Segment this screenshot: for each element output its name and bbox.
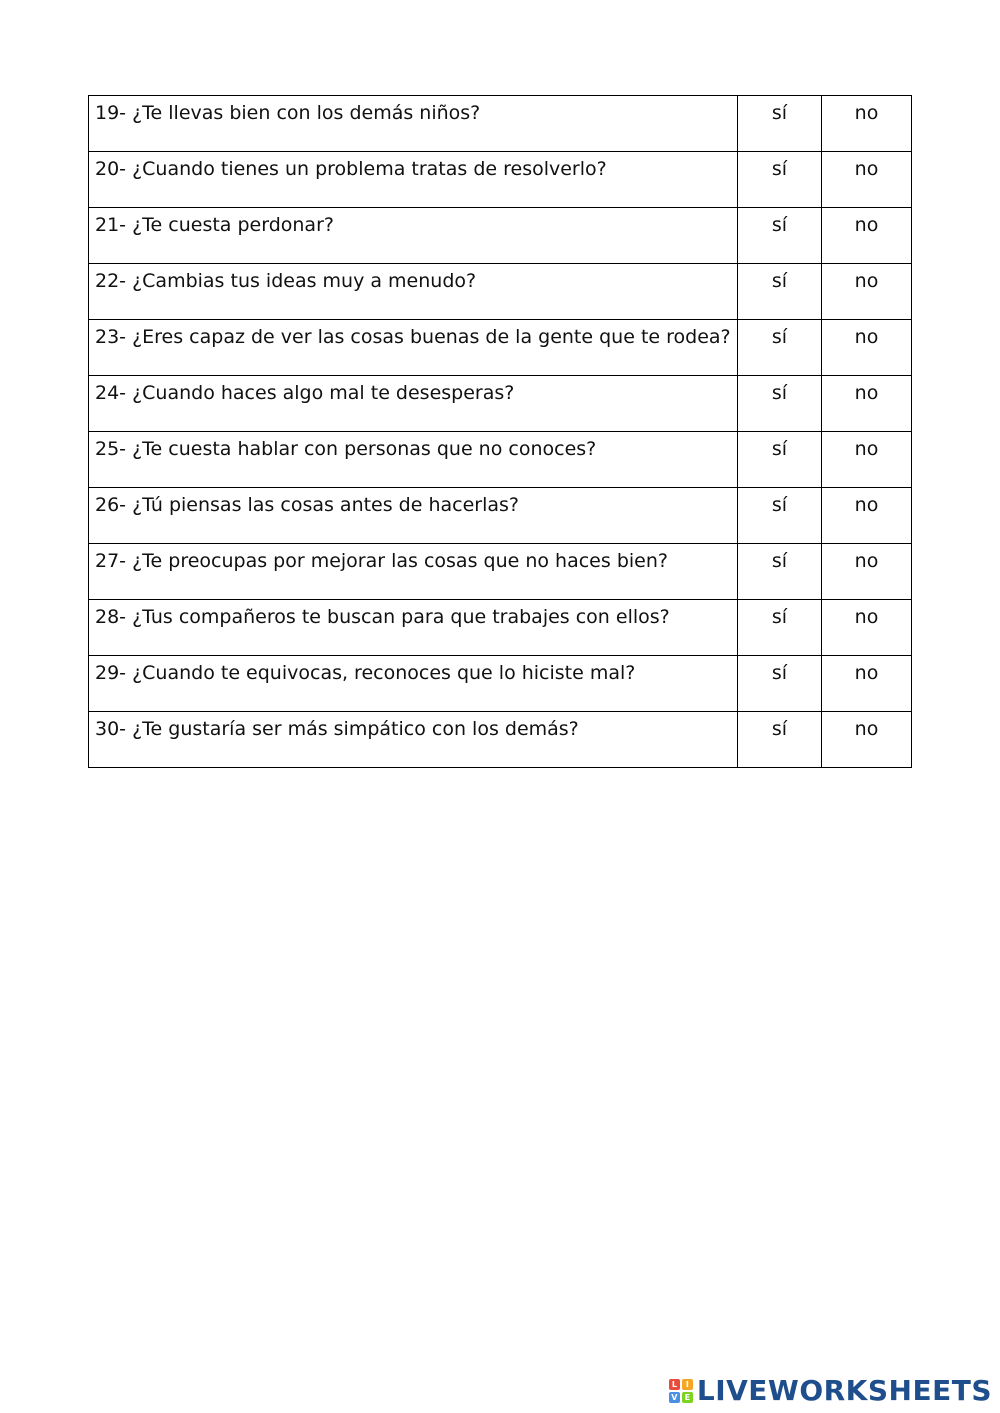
table-row — [89, 656, 912, 712]
table-row — [89, 600, 912, 656]
table-row — [89, 264, 912, 320]
questionnaire-table — [88, 95, 912, 768]
answer-no-option[interactable]: no — [822, 656, 912, 712]
brand-icon-tile: E — [682, 1392, 693, 1403]
answer-no-option[interactable]: no — [822, 96, 912, 152]
question-text: 21- ¿Te cuesta perdonar? — [89, 208, 738, 264]
table-row — [89, 544, 912, 600]
answer-no-option[interactable]: no — [822, 432, 912, 488]
answer-yes-option[interactable]: sí — [738, 320, 822, 376]
answer-no-option[interactable]: no — [822, 152, 912, 208]
answer-yes-option[interactable]: sí — [738, 600, 822, 656]
answer-no-option[interactable]: no — [822, 712, 912, 768]
question-text: 24- ¿Cuando haces algo mal te desesperas? — [89, 376, 738, 432]
liveworksheets-logo — [669, 1374, 992, 1407]
answer-yes-option[interactable]: sí — [738, 96, 822, 152]
table-row — [89, 376, 912, 432]
question-text: 26- ¿Tú piensas las cosas antes de hacerlas? — [89, 488, 738, 544]
brand-grid-icon — [669, 1379, 693, 1403]
table-row — [89, 712, 912, 768]
answer-yes-option[interactable]: sí — [738, 432, 822, 488]
question-text: 20- ¿Cuando tienes un problema tratas de resolverlo? — [89, 152, 738, 208]
question-text: 29- ¿Cuando te equivocas, reconoces que lo hiciste mal? — [89, 656, 738, 712]
brand-icon-tile: V — [669, 1392, 680, 1403]
answer-no-option[interactable]: no — [822, 488, 912, 544]
answer-no-option[interactable]: no — [822, 320, 912, 376]
question-text: 22- ¿Cambias tus ideas muy a menudo? — [89, 264, 738, 320]
question-text: 30- ¿Te gustaría ser más simpático con los demás? — [89, 712, 738, 768]
question-text: 28- ¿Tus compañeros te buscan para que trabajes con ellos? — [89, 600, 738, 656]
question-text: 27- ¿Te preocupas por mejorar las cosas que no haces bien? — [89, 544, 738, 600]
answer-yes-option[interactable]: sí — [738, 544, 822, 600]
question-text: 19- ¿Te llevas bien con los demás niños? — [89, 96, 738, 152]
table-row — [89, 208, 912, 264]
table-row — [89, 432, 912, 488]
table-row — [89, 152, 912, 208]
table-row — [89, 488, 912, 544]
answer-no-option[interactable]: no — [822, 600, 912, 656]
brand-name: LIVEWORKSHEETS — [696, 1374, 992, 1407]
table-row — [89, 96, 912, 152]
answer-no-option[interactable]: no — [822, 264, 912, 320]
answer-yes-option[interactable]: sí — [738, 152, 822, 208]
answer-no-option[interactable]: no — [822, 208, 912, 264]
answer-yes-option[interactable]: sí — [738, 488, 822, 544]
table-row — [89, 320, 912, 376]
answer-yes-option[interactable]: sí — [738, 376, 822, 432]
answer-yes-option[interactable]: sí — [738, 208, 822, 264]
question-text: 25- ¿Te cuesta hablar con personas que no conoces? — [89, 432, 738, 488]
answer-no-option[interactable]: no — [822, 376, 912, 432]
answer-yes-option[interactable]: sí — [738, 264, 822, 320]
answer-yes-option[interactable]: sí — [738, 656, 822, 712]
answer-no-option[interactable]: no — [822, 544, 912, 600]
brand-icon-tile: L — [669, 1379, 680, 1390]
brand-icon-tile: I — [682, 1379, 693, 1390]
question-text: 23- ¿Eres capaz de ver las cosas buenas de la gente que te rodea? — [89, 320, 738, 376]
answer-yes-option[interactable]: sí — [738, 712, 822, 768]
